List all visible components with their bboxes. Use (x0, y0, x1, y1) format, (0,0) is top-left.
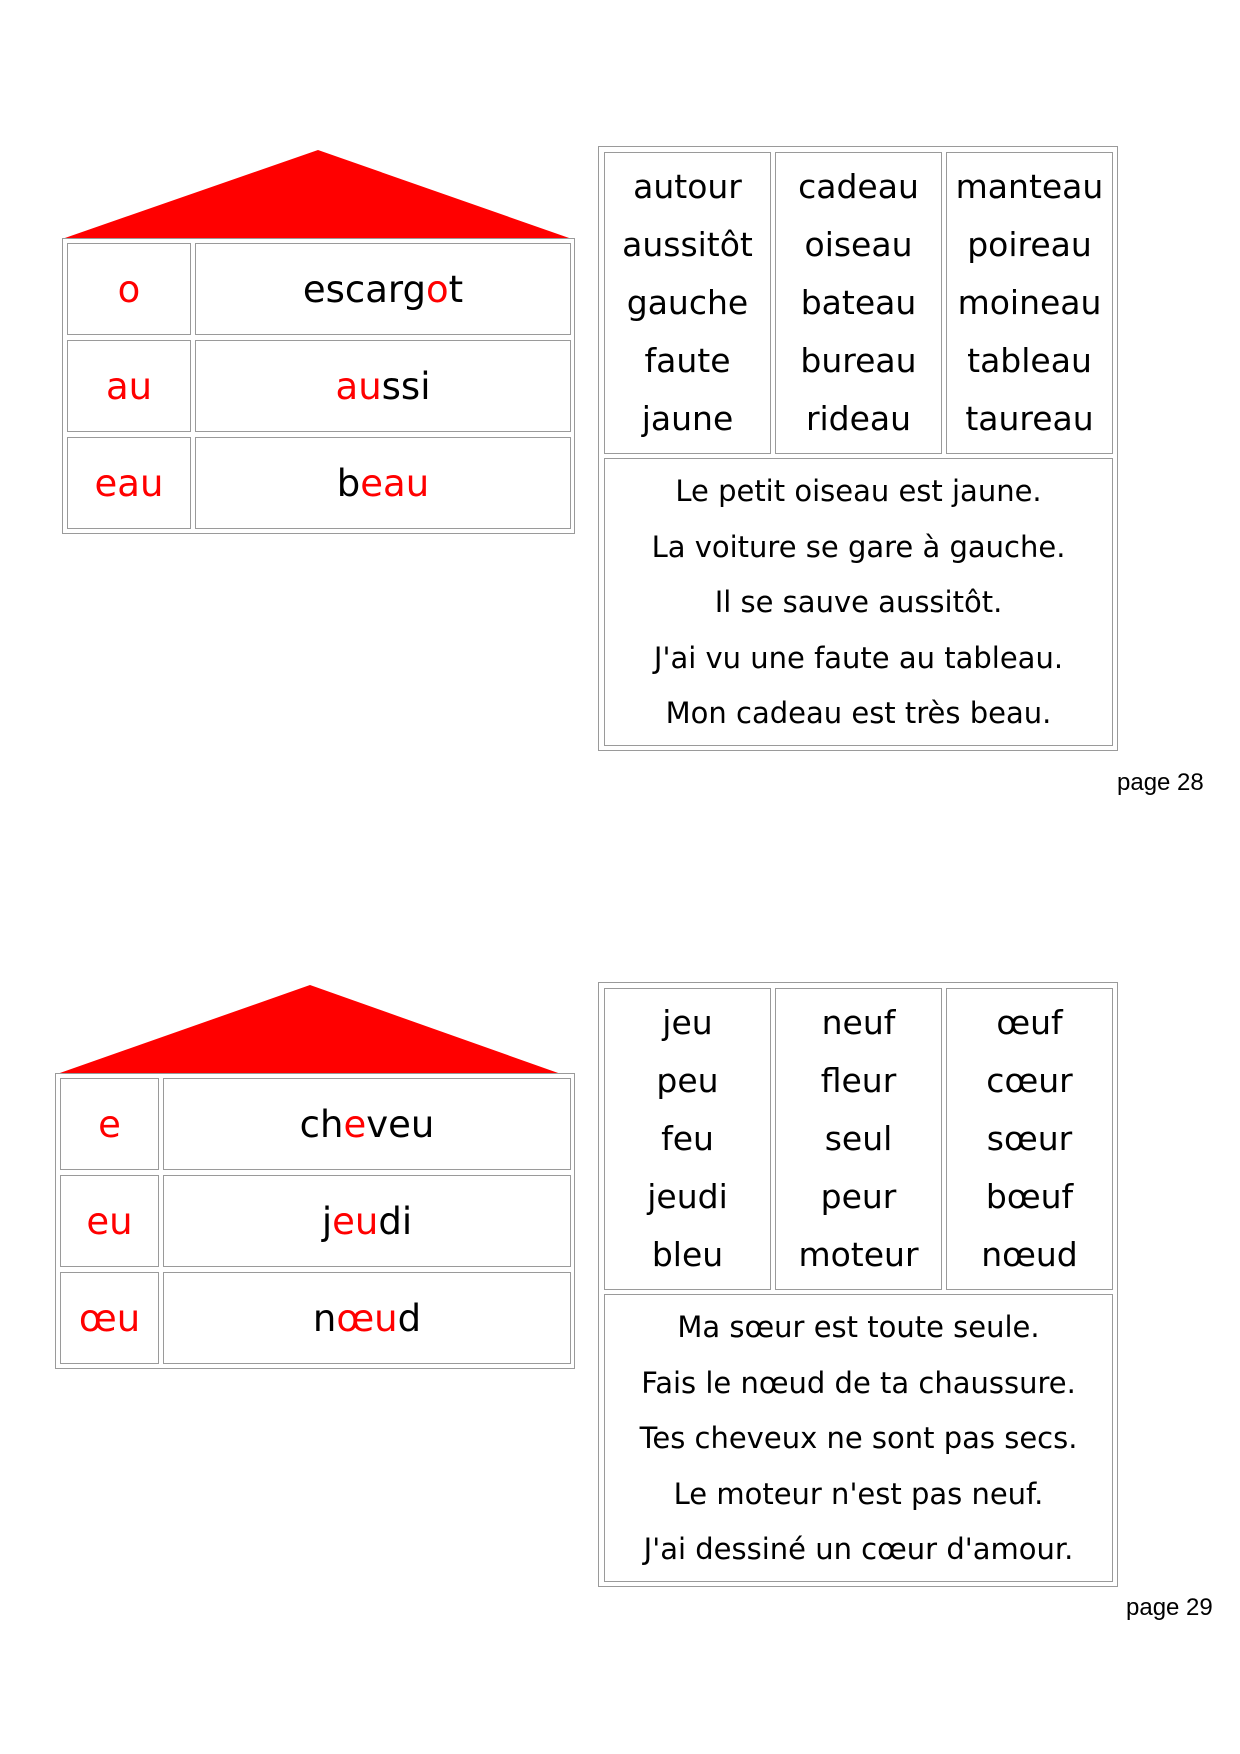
word-column (946, 152, 1113, 454)
word-segment: veu (366, 1102, 435, 1146)
word: sœur (986, 1119, 1073, 1158)
word: nœud (981, 1235, 1078, 1274)
sentence: Il se sauve aussitôt. (714, 585, 1003, 619)
sound-cell: eu (60, 1175, 159, 1267)
sentence: J'ai dessiné un cœur d'amour. (643, 1532, 1074, 1566)
word: bleu (651, 1235, 724, 1274)
example-word-cell (195, 243, 571, 335)
sentence: Le petit oiseau est jaune. (675, 474, 1042, 508)
word: bateau (800, 283, 917, 322)
word: œuf (996, 1003, 1063, 1042)
sentence-box (604, 1294, 1113, 1582)
word: rideau (805, 399, 912, 438)
word-segment: di (378, 1199, 413, 1243)
sound-house-table (55, 1073, 575, 1369)
highlighted-grapheme: o (425, 267, 449, 311)
page-number: page 29 (1126, 1594, 1213, 1621)
sentence: J'ai vu une faute au tableau. (653, 640, 1064, 675)
sentence: La voiture se gare à gauche. (651, 529, 1066, 564)
word: autour (633, 167, 742, 206)
word-column (946, 988, 1113, 1290)
word-segment: d (397, 1296, 422, 1340)
sound-cell: au (67, 340, 191, 432)
word: jaune (641, 399, 734, 438)
sound-cell: œu (60, 1272, 159, 1364)
word: gauche (626, 283, 749, 322)
word-segment: ssi (381, 364, 431, 408)
highlighted-grapheme: eu (332, 1199, 379, 1243)
example-word-cell (163, 1272, 571, 1364)
word: moteur (798, 1235, 919, 1274)
sound-cell: eau (67, 437, 191, 529)
lesson-card-page-28 (0, 0, 1240, 800)
sentence: Ma sœur est toute seule. (677, 1310, 1040, 1344)
word-segment: t (448, 267, 464, 311)
example-word-cell (195, 437, 571, 529)
sentence: Tes cheveux ne sont pas secs. (639, 1421, 1078, 1455)
word: taureau (965, 399, 1094, 438)
house-roof-triangle (62, 150, 572, 240)
highlighted-grapheme: au (335, 364, 382, 408)
word: aussitôt (622, 225, 753, 264)
sentence: Fais le nœud de ta chaussure. (641, 1365, 1076, 1400)
word-segment: j (321, 1199, 333, 1243)
highlighted-grapheme: e (343, 1102, 367, 1146)
word-segment: n (312, 1296, 337, 1340)
sentence-box (604, 458, 1113, 746)
word-segment: ch (299, 1102, 344, 1146)
word: bureau (800, 341, 917, 380)
word-column (604, 152, 771, 454)
word: oiseau (804, 225, 913, 264)
sentence: Mon cadeau est très beau. (665, 696, 1052, 730)
word: seul (824, 1119, 893, 1158)
word: manteau (955, 167, 1104, 206)
house-roof-triangle (57, 985, 561, 1075)
sound-cell: e (60, 1078, 159, 1170)
word-column (604, 988, 771, 1290)
word: jeudi (647, 1177, 728, 1216)
word-column (775, 988, 942, 1290)
word-segment: escarg (302, 267, 426, 311)
word: tableau (967, 341, 1092, 380)
word: neuf (821, 1003, 896, 1042)
word: jeu (662, 1003, 713, 1042)
sound-cell: o (67, 243, 191, 335)
example-word-cell (163, 1175, 571, 1267)
word: cadeau (798, 167, 919, 206)
word: feu (661, 1119, 714, 1158)
word-column (775, 152, 942, 454)
page-number: page 28 (1117, 769, 1204, 796)
sentence: Le moteur n'est pas neuf. (673, 1476, 1044, 1511)
example-word-cell (163, 1078, 571, 1170)
word: peu (656, 1061, 719, 1100)
word: peur (820, 1177, 897, 1216)
word: fleur (820, 1061, 897, 1100)
highlighted-grapheme: eau (360, 461, 430, 505)
word: cœur (986, 1061, 1073, 1100)
example-word-cell (195, 340, 571, 432)
word: bœuf (985, 1177, 1074, 1216)
word-practice-box (598, 982, 1118, 1587)
word: poireau (967, 225, 1092, 264)
sound-house-table (62, 238, 575, 534)
word-practice-box (598, 146, 1118, 751)
word-segment: b (336, 461, 361, 505)
highlighted-grapheme: œu (336, 1296, 398, 1340)
word: faute (644, 341, 731, 380)
word: moineau (957, 283, 1102, 322)
